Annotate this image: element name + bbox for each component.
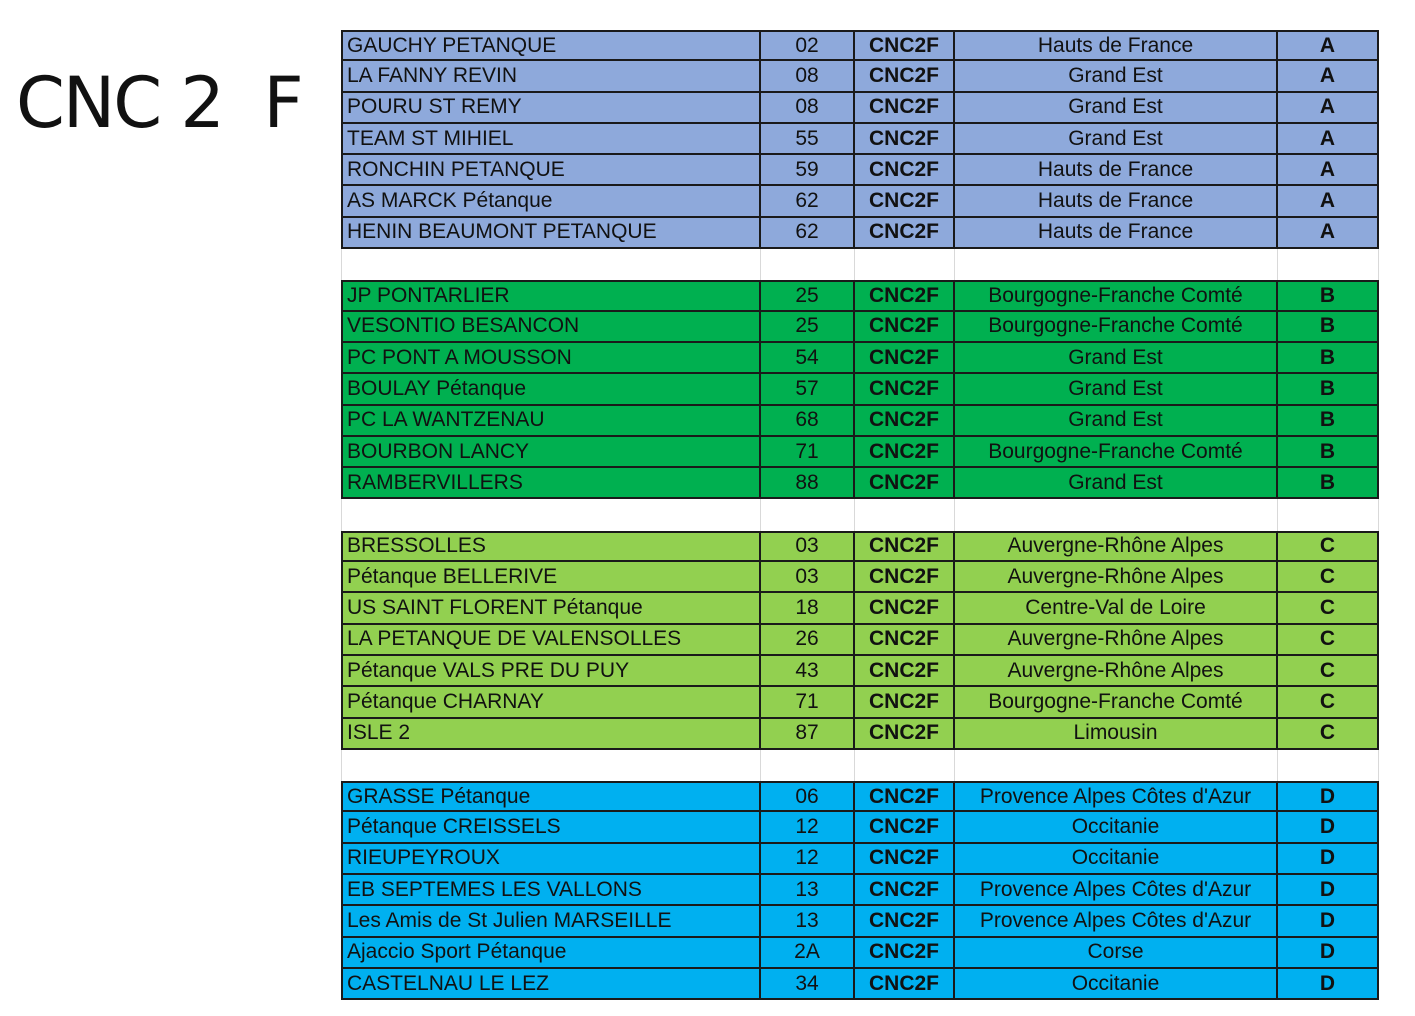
table-row: [341, 61, 1379, 92]
division-code: CNC2F: [855, 781, 955, 812]
division-code: CNC2F: [855, 406, 955, 437]
club-name: EB SEPTEMES LES VALLONS: [341, 875, 761, 906]
department-number: 55: [761, 124, 855, 155]
table-row: [341, 437, 1379, 468]
table-row: [341, 719, 1379, 750]
group-c-block: [341, 531, 1379, 750]
division-code: CNC2F: [855, 186, 955, 217]
group-letter: B: [1278, 406, 1379, 437]
department-number: 03: [761, 562, 855, 593]
division-code: CNC2F: [855, 468, 955, 499]
region-name: Occitanie: [955, 812, 1278, 843]
group-letter: A: [1278, 186, 1379, 217]
group-separator: [341, 499, 1379, 530]
club-name: Les Amis de St Julien MARSEILLE: [341, 906, 761, 937]
table-row: [341, 186, 1379, 217]
division-code: CNC2F: [855, 531, 955, 562]
department-number: 02: [761, 30, 855, 61]
region-name: Hauts de France: [955, 186, 1278, 217]
group-letter: A: [1278, 30, 1379, 61]
department-number: 26: [761, 625, 855, 656]
division-code: CNC2F: [855, 343, 955, 374]
club-name: BRESSOLLES: [341, 531, 761, 562]
region-name: Auvergne-Rhône Alpes: [955, 625, 1278, 656]
department-number: 13: [761, 906, 855, 937]
group-letter: C: [1278, 687, 1379, 718]
region-name: Centre-Val de Loire: [955, 593, 1278, 624]
table-row: [341, 124, 1379, 155]
department-number: 71: [761, 687, 855, 718]
group-letter: B: [1278, 468, 1379, 499]
region-name: Bourgogne-Franche Comté: [955, 280, 1278, 311]
table-row: [341, 969, 1379, 1000]
group-letter: C: [1278, 562, 1379, 593]
department-number: 71: [761, 437, 855, 468]
department-number: 34: [761, 969, 855, 1000]
division-code: CNC2F: [855, 812, 955, 843]
club-name: POURU ST REMY: [341, 93, 761, 124]
table-row: [341, 343, 1379, 374]
department-number: 25: [761, 280, 855, 311]
division-code: CNC2F: [855, 562, 955, 593]
club-name: RONCHIN PETANQUE: [341, 155, 761, 186]
department-number: 87: [761, 719, 855, 750]
group-letter: A: [1278, 61, 1379, 92]
group-letter: B: [1278, 437, 1379, 468]
table-row: [341, 875, 1379, 906]
club-name: US SAINT FLORENT Pétanque: [341, 593, 761, 624]
group-letter: D: [1278, 781, 1379, 812]
group-letter: C: [1278, 719, 1379, 750]
department-number: 59: [761, 155, 855, 186]
division-code: CNC2F: [855, 969, 955, 1000]
department-number: 57: [761, 374, 855, 405]
club-name: BOURBON LANCY: [341, 437, 761, 468]
table-row: [341, 656, 1379, 687]
region-name: Hauts de France: [955, 30, 1278, 61]
group-letter: B: [1278, 374, 1379, 405]
club-name: GRASSE Pétanque: [341, 781, 761, 812]
table-row: [341, 625, 1379, 656]
club-name: GAUCHY PETANQUE: [341, 30, 761, 61]
department-number: 2A: [761, 938, 855, 969]
club-name: PC PONT A MOUSSON: [341, 343, 761, 374]
group-letter: D: [1278, 875, 1379, 906]
table-row: [341, 280, 1379, 311]
group-letter: A: [1278, 93, 1379, 124]
table-row: [341, 938, 1379, 969]
region-name: Corse: [955, 938, 1278, 969]
group-letter: D: [1278, 906, 1379, 937]
group-letter: D: [1278, 938, 1379, 969]
group-letter: A: [1278, 124, 1379, 155]
table-row: [341, 593, 1379, 624]
table-row: [341, 468, 1379, 499]
group-letter: B: [1278, 312, 1379, 343]
department-number: 62: [761, 186, 855, 217]
region-name: Grand Est: [955, 93, 1278, 124]
group-letter: B: [1278, 343, 1379, 374]
division-code: CNC2F: [855, 61, 955, 92]
table-row: [341, 312, 1379, 343]
club-name: Ajaccio Sport Pétanque: [341, 938, 761, 969]
department-number: 43: [761, 656, 855, 687]
page-title: CNC 2 F: [16, 62, 302, 144]
region-name: Auvergne-Rhône Alpes: [955, 656, 1278, 687]
division-code: CNC2F: [855, 938, 955, 969]
group-letter: C: [1278, 531, 1379, 562]
division-code: CNC2F: [855, 312, 955, 343]
club-name: CASTELNAU LE LEZ: [341, 969, 761, 1000]
division-code: CNC2F: [855, 155, 955, 186]
division-code: CNC2F: [855, 593, 955, 624]
table-row: [341, 562, 1379, 593]
region-name: Bourgogne-Franche Comté: [955, 687, 1278, 718]
table-row: [341, 406, 1379, 437]
club-name: VESONTIO BESANCON: [341, 312, 761, 343]
department-number: 18: [761, 593, 855, 624]
club-name: ISLE 2: [341, 719, 761, 750]
club-name: LA PETANQUE DE VALENSOLLES: [341, 625, 761, 656]
club-name: TEAM ST MIHIEL: [341, 124, 761, 155]
group-letter: B: [1278, 280, 1379, 311]
region-name: Bourgogne-Franche Comté: [955, 312, 1278, 343]
group-letter: C: [1278, 593, 1379, 624]
division-code: CNC2F: [855, 625, 955, 656]
region-name: Limousin: [955, 719, 1278, 750]
region-name: Grand Est: [955, 343, 1278, 374]
region-name: Grand Est: [955, 468, 1278, 499]
division-code: CNC2F: [855, 719, 955, 750]
division-code: CNC2F: [855, 30, 955, 61]
division-code: CNC2F: [855, 374, 955, 405]
table-row: [341, 687, 1379, 718]
department-number: 25: [761, 312, 855, 343]
department-number: 54: [761, 343, 855, 374]
division-code: CNC2F: [855, 844, 955, 875]
group-letter: A: [1278, 155, 1379, 186]
group-b-block: [341, 280, 1379, 499]
region-name: Provence Alpes Côtes d'Azur: [955, 906, 1278, 937]
table-row: [341, 218, 1379, 249]
division-code: CNC2F: [855, 280, 955, 311]
region-name: Provence Alpes Côtes d'Azur: [955, 781, 1278, 812]
table-row: [341, 93, 1379, 124]
region-name: Grand Est: [955, 406, 1278, 437]
department-number: 12: [761, 844, 855, 875]
group-letter: D: [1278, 969, 1379, 1000]
group-d-block: [341, 781, 1379, 1000]
table-row: [341, 374, 1379, 405]
table-row: [341, 155, 1379, 186]
club-name: HENIN BEAUMONT PETANQUE: [341, 218, 761, 249]
club-table: [341, 30, 1379, 1000]
group-letter: A: [1278, 218, 1379, 249]
division-code: CNC2F: [855, 218, 955, 249]
region-name: Grand Est: [955, 61, 1278, 92]
group-a-block: [341, 30, 1379, 249]
division-code: CNC2F: [855, 656, 955, 687]
department-number: 03: [761, 531, 855, 562]
department-number: 12: [761, 812, 855, 843]
division-code: CNC2F: [855, 93, 955, 124]
group-letter: D: [1278, 812, 1379, 843]
department-number: 06: [761, 781, 855, 812]
region-name: Auvergne-Rhône Alpes: [955, 531, 1278, 562]
department-number: 08: [761, 61, 855, 92]
club-name: Pétanque CREISSELS: [341, 812, 761, 843]
division-code: CNC2F: [855, 687, 955, 718]
club-name: AS MARCK Pétanque: [341, 186, 761, 217]
department-number: 88: [761, 468, 855, 499]
region-name: Auvergne-Rhône Alpes: [955, 562, 1278, 593]
group-letter: D: [1278, 844, 1379, 875]
table-row: [341, 781, 1379, 812]
region-name: Bourgogne-Franche Comté: [955, 437, 1278, 468]
club-name: LA FANNY REVIN: [341, 61, 761, 92]
table-row: [341, 844, 1379, 875]
department-number: 68: [761, 406, 855, 437]
club-name: RIEUPEYROUX: [341, 844, 761, 875]
club-name: Pétanque BELLERIVE: [341, 562, 761, 593]
club-name: Pétanque VALS PRE DU PUY: [341, 656, 761, 687]
club-name: JP PONTARLIER: [341, 280, 761, 311]
region-name: Hauts de France: [955, 218, 1278, 249]
club-name: RAMBERVILLERS: [341, 468, 761, 499]
table-row: [341, 812, 1379, 843]
table-row: [341, 906, 1379, 937]
division-code: CNC2F: [855, 124, 955, 155]
club-name: PC LA WANTZENAU: [341, 406, 761, 437]
department-number: 08: [761, 93, 855, 124]
group-separator: [341, 750, 1379, 781]
group-separator: [341, 249, 1379, 280]
region-name: Grand Est: [955, 124, 1278, 155]
club-name: BOULAY Pétanque: [341, 374, 761, 405]
region-name: Occitanie: [955, 969, 1278, 1000]
region-name: Provence Alpes Côtes d'Azur: [955, 875, 1278, 906]
club-name: Pétanque CHARNAY: [341, 687, 761, 718]
division-code: CNC2F: [855, 906, 955, 937]
department-number: 13: [761, 875, 855, 906]
group-letter: C: [1278, 625, 1379, 656]
division-code: CNC2F: [855, 875, 955, 906]
division-code: CNC2F: [855, 437, 955, 468]
group-letter: C: [1278, 656, 1379, 687]
table-row: [341, 30, 1379, 61]
department-number: 62: [761, 218, 855, 249]
table-row: [341, 531, 1379, 562]
region-name: Grand Est: [955, 374, 1278, 405]
region-name: Hauts de France: [955, 155, 1278, 186]
region-name: Occitanie: [955, 844, 1278, 875]
